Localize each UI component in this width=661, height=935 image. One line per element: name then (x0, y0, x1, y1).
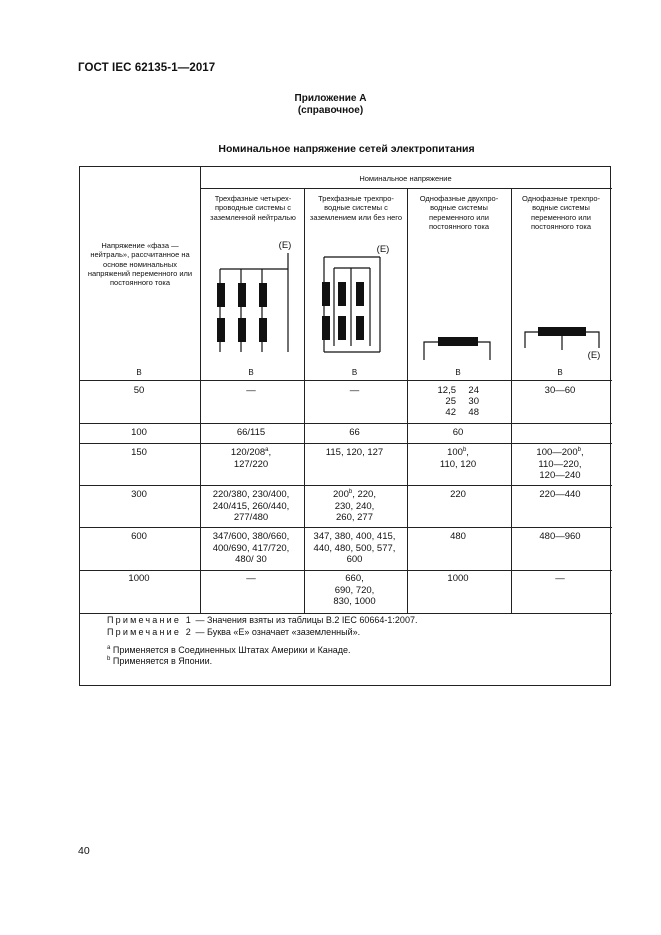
row-150-col2: 115, 120, 127 (325, 447, 384, 458)
row-1000-col1: — (246, 573, 256, 584)
three-phase-three-wire-diagram (316, 254, 396, 358)
row-150-col3-a: 100 (447, 447, 463, 458)
row-300-col1-line: 277/480 (233, 512, 269, 523)
row-1000-col2 (303, 573, 406, 608)
unit-v-2: В (351, 368, 358, 377)
row-300-col1-line: 240/415, 260/440, (212, 500, 290, 512)
document-header: ГОСТ IEC 62135-1—2017 (78, 62, 216, 74)
row-300-col2-line: 230, 240, (334, 500, 375, 512)
row-300-col3: 220 (450, 489, 466, 500)
row-300-voltage: 300 (131, 489, 147, 500)
note-2 (107, 627, 360, 638)
footnote-mark-b: b (577, 447, 581, 453)
row-1000-col4: — (555, 573, 565, 584)
row-1000-col3: 1000 (447, 573, 469, 584)
row-300-col1 (199, 489, 303, 524)
page-number: 40 (78, 845, 90, 857)
unit-v-0: В (136, 368, 142, 377)
row-50-col3-b3: 48 (468, 407, 479, 418)
earth-label-4: (E) (587, 350, 601, 361)
left-column-header: Напряжение «фаза — нейтраль», рассчитанное на основе номинальных напряжений переменного или постоянного тока (87, 241, 193, 288)
row-300-col2-a-rest: , 220, (352, 489, 376, 500)
appendix-heading (0, 93, 661, 117)
column-header-2: Трехфазные трехпро-водные системы с заземлением или без него (309, 194, 403, 222)
row-50-col3-a2: 25 (445, 396, 456, 407)
row-600-col1-line: 347/600, 380/660, (212, 531, 290, 542)
row-600-col1 (199, 531, 303, 566)
row-100-col2: 66 (349, 427, 360, 438)
column-header-3: Однофазные двухпро-водные системы переменного или постоянного тока (419, 194, 499, 231)
footnote-mark-a: a (265, 447, 269, 453)
row-600-col2-line: 600 (346, 554, 363, 565)
row-100-voltage: 100 (131, 427, 147, 438)
row-100-col3: 60 (452, 427, 464, 438)
row-150-col4-b: 110—220, (538, 458, 582, 470)
footnote-b (107, 656, 212, 666)
footnote-b-text: Применяется в Японии. (110, 656, 213, 666)
note-1 (107, 615, 417, 626)
single-phase-two-wire-diagram (418, 328, 504, 368)
footnote-mark-b: b (462, 447, 467, 453)
row-100-col1: 66/115 (236, 427, 266, 438)
unit-v-3: В (455, 368, 461, 377)
column-header-1: Трехфазные четырех-проводные системы с заземленной нейтралью (210, 194, 296, 222)
row-150-col4: 100—200$^b$, 110—220, 120—240 (536, 447, 584, 481)
footnote-a-text: Применяется в Соединенных Штатах Америки и Канаде. (110, 645, 351, 655)
earth-label-1: (E) (278, 240, 292, 251)
note-2-text: — Буква «Е» означает «заземленный». (193, 627, 361, 637)
appendix-title: Приложение А (294, 93, 367, 104)
note-1-label: Примечание 1 (107, 615, 193, 625)
footnote-mark-b: b (348, 489, 353, 495)
row-600-col2-line: 347, 380, 400, 415, (313, 531, 396, 542)
row-600-col2-line: 440, 480, 500, 577, (313, 542, 396, 554)
table-title: Номинальное напряжение сетей электропитания (218, 143, 475, 155)
row-600-col4: 480—960 (539, 531, 581, 542)
row-50-col3-b2: 30 (468, 396, 479, 407)
row-50-col3-a1: 12,5 (437, 385, 456, 396)
row-600-col3: 480 (450, 531, 466, 542)
row-300-col1-line: 220/380, 230/400, (212, 489, 290, 500)
row-50-col4: 30—60 (544, 385, 576, 396)
row-50-col1: — (246, 385, 256, 396)
row-150-col1-b: 127/220 (233, 458, 269, 470)
row-150-voltage: 150 (131, 447, 147, 458)
row-1000-col2-line: 660, (345, 573, 364, 584)
unit-v-1: В (248, 368, 254, 377)
row-300-col2-a: 200 (333, 489, 349, 500)
row-600-voltage: 600 (131, 531, 147, 542)
row-600-col1-line: 480/ 30 (235, 554, 267, 565)
footnote-b-mark: b (107, 656, 111, 662)
note-2-label: Примечание 2 (107, 627, 193, 637)
footnote-a-mark: a (107, 645, 111, 651)
appendix-note: (справочное) (297, 105, 364, 116)
row-150-col3-b: 110, 120 (439, 458, 477, 470)
three-phase-four-wire-diagram (210, 250, 300, 360)
row-50-voltage: 50 (133, 385, 145, 396)
row-50-col3-a3: 42 (445, 407, 456, 418)
row-150-col1-a: 120/208 (230, 447, 266, 458)
row-300-col2-line: 260, 277 (336, 512, 373, 523)
column-header-4: Однофазные трехпро-водные системы переменного или постоянного тока (521, 194, 601, 231)
row-50-col2: — (349, 385, 360, 396)
group-header: Номинальное напряжение (359, 174, 452, 183)
footnote-a (107, 645, 351, 655)
row-1000-col2-line: 690, 720, (334, 584, 375, 596)
row-150-col4-a: 100—200 (536, 447, 578, 458)
row-300-col2 (303, 489, 406, 524)
note-1-text: — Значения взяты из таблицы B.2 IEC 60664-1:2007. (193, 615, 418, 625)
row-1000-voltage: 1000 (128, 573, 150, 584)
unit-v-4: В (557, 368, 563, 377)
row-150-col3: 100$^b$, 110, 120 (439, 447, 477, 470)
row-50-col3-b1: 24 (468, 385, 479, 396)
row-600-col1-line: 400/690, 417/720, (212, 542, 290, 554)
row-1000-col2-line: 830, 1000 (333, 596, 376, 607)
row-150-col4-c: 120—240 (539, 470, 581, 481)
row-600-col2 (303, 531, 406, 566)
earth-label-2: (E) (376, 244, 390, 255)
row-300-col4: 220—440 (539, 489, 581, 500)
row-150-col1: 120/208$^a$, 127/220 (230, 447, 272, 470)
